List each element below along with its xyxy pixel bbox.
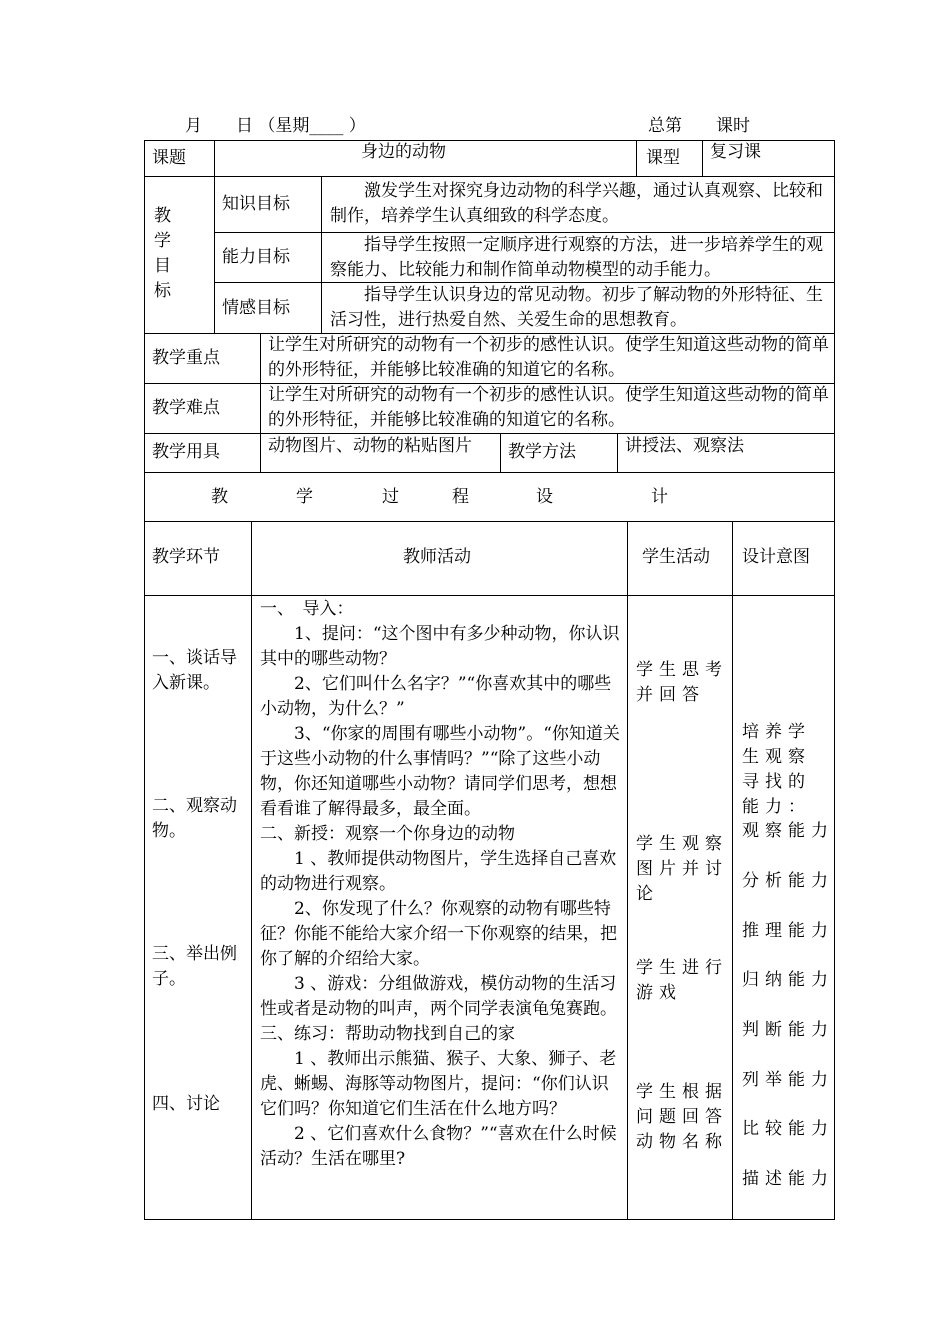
knowledge-goal-text: 激发学生对探究身边动物的科学兴趣，通过认真观察、比较和制作，培养学生认真细致的科学态度。 (330, 181, 823, 226)
column-header-student: 学生活动 (642, 547, 710, 567)
design-intent: 描述能力 (742, 1169, 834, 1189)
topic-value: 身边的动物 (361, 142, 446, 162)
stage-item: 二、观察动物。 (152, 796, 237, 841)
design-intent: 归纳能力 (742, 970, 834, 990)
student-activity: 学生根据问题回答动物名称 (636, 1082, 728, 1152)
design-intent: 列举能力 (742, 1070, 834, 1090)
student-activity: 学生观察图片并讨论 (636, 834, 728, 904)
objectives-label-char: 教 (154, 206, 171, 226)
objectives-label-char: 标 (154, 281, 171, 301)
key-point-label: 教学重点 (152, 348, 220, 368)
type-value: 复习课 (710, 142, 761, 162)
design-intent: 培养学生观察寻找的能力： (742, 722, 811, 817)
period-count: 总第 课时 (648, 116, 750, 136)
knowledge-goal-label: 知识目标 (222, 194, 290, 214)
tools-label: 教学用具 (152, 442, 220, 462)
stage-item: 四、讨论 (152, 1094, 220, 1114)
teacher-activity: 一、 导入： 1、提问：“这个图中有多少种动物，你认识其中的哪些动物？ 2、它们叫什么名字？”“你喜欢其中的哪些小动物，为什么？” 3、“你家的周围有哪些小动物”。“你知道关于这些小动物的什么事情吗？”“除了这些小动物，你还知道哪些小动物？请同学们思考，想想看看谁了解得最多，最全面。 二、新授：观察一个你身边的动物 1 、教师提供动物图片，学生选择自己喜欢的动物进行观察。 2、你发现了什么？你观察的动物有哪些特征？你能不能给大家介绍一下你观察的结果，把你了解的介绍给大家。 3 、游戏：分组做游戏，模仿动物的生活习性或者是动物的叫声，两个同学表演龟兔赛跑。 三、练习：帮助动物找到自己的家 1 、教师出示熊猫、猴子、大象、狮子、老虎、蜥蜴、海豚等动物图片，提问：“你们认识它们吗？你知道它们生活在什么地方吗？ 2 、它们喜欢什么食物？”“喜欢在什么时候活动？生活在哪里? (260, 599, 620, 1169)
column-header-stage: 教学环节 (152, 547, 220, 567)
ability-goal-text: 指导学生按照一定顺序进行观察的方法，进一步培养学生的观察能力、比较能力和制作简单动物模型的动手能力。 (330, 235, 823, 280)
difficult-point-label: 教学难点 (152, 398, 220, 418)
design-intent: 观察能力 (742, 821, 834, 841)
emotion-goal-text: 指导学生认识身边的常见动物。初步了解动物的外形特征、生活习性，进行热爱自然、关爱生命的思想教育。 (330, 285, 823, 330)
column-header-intent: 设计意图 (742, 547, 810, 567)
stage-item: 三、举出例子。 (152, 944, 237, 989)
design-intent: 判断能力 (742, 1020, 834, 1040)
design-intent: 比较能力 (742, 1119, 834, 1139)
objectives-label-char: 目 (154, 256, 171, 276)
method-label: 教学方法 (508, 442, 576, 462)
key-point-text: 让学生对所研究的动物有一个初步的感性认识。使学生知道这些动物的简单的外形特征，并能够比较准确的知道它的名称。 (268, 335, 829, 380)
tools-value: 动物图片、动物的粘贴图片 (268, 436, 472, 456)
student-activity: 学生进行游戏 (636, 958, 728, 1003)
column-header-teacher: 教师活动 (403, 547, 471, 567)
type-label: 课型 (646, 148, 680, 168)
student-activity: 学生思考并回答 (636, 660, 728, 705)
ability-goal-label: 能力目标 (222, 247, 290, 267)
design-intent: 分析能力 (742, 871, 834, 891)
emotion-goal-label: 情感目标 (222, 298, 290, 318)
topic-label: 课题 (152, 148, 186, 168)
method-value: 讲授法、观察法 (625, 436, 744, 456)
objectives-label-char: 学 (154, 231, 171, 251)
date-line: 月 日 （星期____ ） (185, 116, 366, 136)
stage-item: 一、谈话导入新课。 (152, 648, 237, 693)
difficult-point-text: 让学生对所研究的动物有一个初步的感性认识。使学生知道这些动物的简单的外形特征，并能够比较准确的知道它的名称。 (268, 385, 829, 430)
design-intent: 推理能力 (742, 921, 834, 941)
